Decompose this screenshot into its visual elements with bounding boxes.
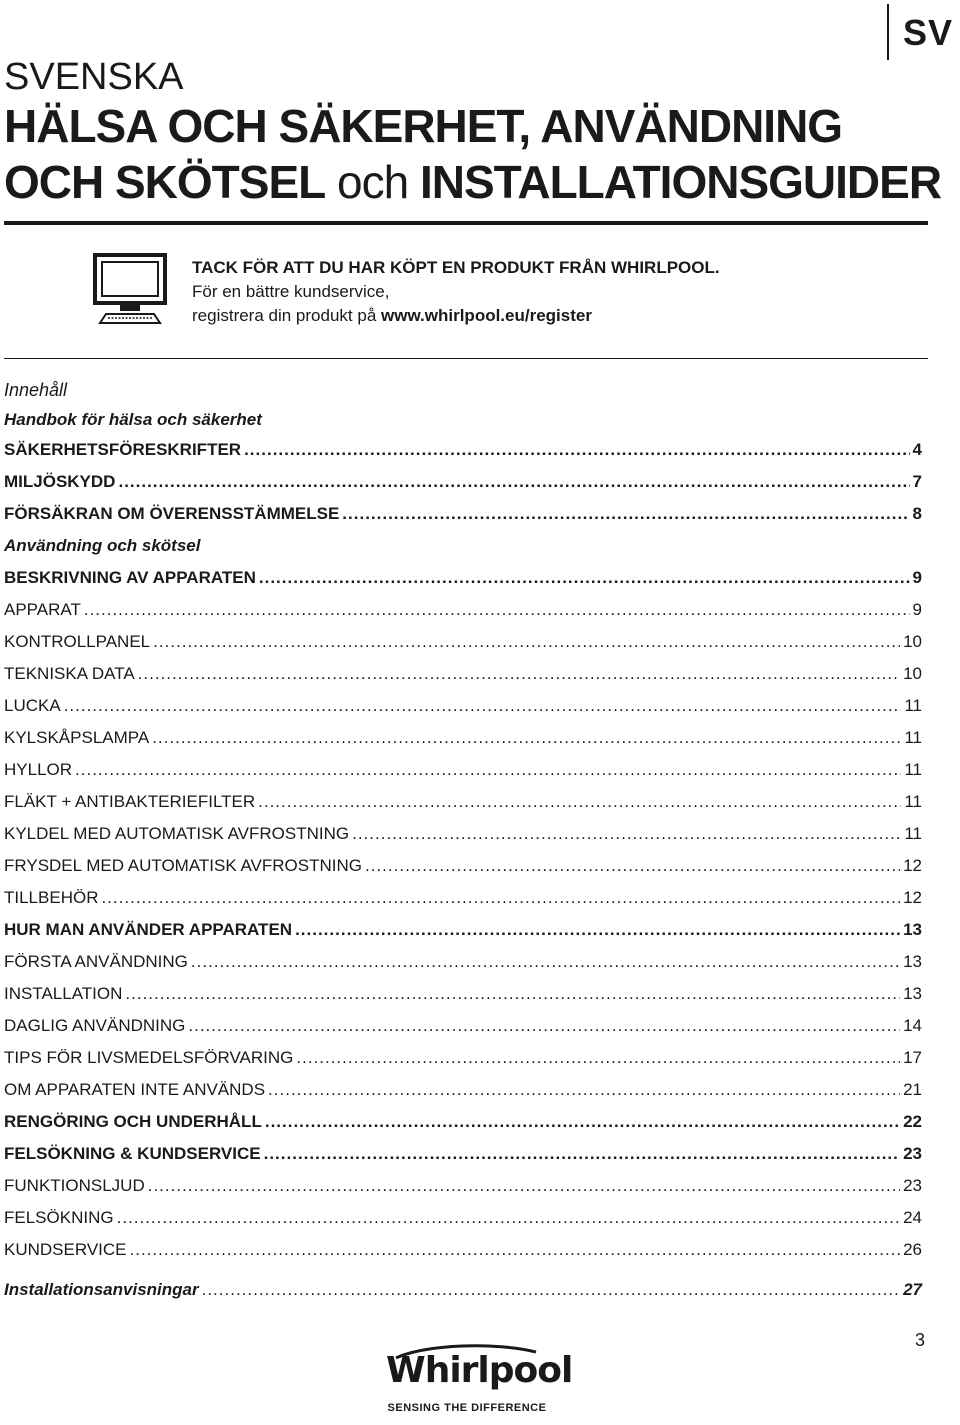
toc-label: Handbok för hälsa och säkerhet (4, 410, 262, 429)
toc-page-number: 10 (903, 664, 922, 683)
computer-icon (92, 252, 168, 326)
toc-label: KYLDEL MED AUTOMATISK AVFROSTNING (4, 824, 350, 843)
toc-page-number: 11 (904, 760, 922, 779)
toc-entry[interactable] (4, 1176, 922, 1204)
toc-dot-leader (258, 792, 901, 812)
toc-dot-leader (188, 1016, 900, 1036)
language-divider (887, 4, 889, 60)
toc-entry[interactable] (4, 920, 922, 948)
toc-label: FUNKTIONSLJUD (4, 1176, 145, 1195)
language-name: SVENSKA (4, 56, 184, 98)
toc-label: FRYSDEL MED AUTOMATISK AVFROSTNING (4, 856, 363, 875)
toc-dot-leader (130, 1240, 901, 1260)
toc-dot-leader (202, 1280, 900, 1300)
toc-dot-leader (268, 1080, 900, 1100)
toc-page-number: 13 (903, 984, 922, 1003)
toc-dot-leader (101, 888, 900, 908)
toc-label: KONTROLLPANEL (4, 632, 151, 651)
toc-entry[interactable] (4, 728, 922, 756)
toc-entry[interactable] (4, 664, 922, 692)
toc-label: LUCKA (4, 696, 61, 715)
toc-dot-leader (64, 696, 902, 716)
toc-page-number: 11 (904, 696, 922, 715)
contents-divider (4, 358, 928, 359)
title-line-2-part-3: INSTALLATIONSGUIDER (419, 156, 942, 208)
toc-dot-leader (244, 440, 909, 460)
toc-page-number: 12 (903, 856, 922, 875)
toc-label: APPARAT (4, 600, 81, 619)
toc-page-number: 27 (903, 1280, 922, 1299)
toc-page-number: 8 (912, 504, 922, 523)
toc-label: HUR MAN ANVÄNDER APPARATEN (4, 920, 293, 939)
toc-dot-leader (265, 1112, 900, 1132)
toc-entry[interactable] (4, 568, 922, 596)
page-title (4, 98, 944, 210)
toc-page-number: 21 (903, 1080, 922, 1099)
registration-message (192, 256, 720, 328)
toc-label: MILJÖSKYDD (4, 472, 116, 491)
toc-entry[interactable] (4, 1080, 922, 1108)
page-number: 3 (915, 1330, 926, 1350)
toc-dot-leader (75, 760, 901, 780)
toc-entry[interactable] (4, 472, 922, 500)
whirlpool-logo (386, 1342, 573, 1420)
toc-label: SÄKERHETSFÖRESKRIFTER (4, 440, 242, 459)
toc-label: Användning och skötsel (4, 536, 201, 555)
toc-page-number: 9 (912, 600, 922, 619)
toc-label: FÖRSTA ANVÄNDNING (4, 952, 188, 971)
toc-page-number: 23 (903, 1176, 922, 1195)
toc-entry[interactable] (4, 1208, 922, 1236)
toc-page-number: 13 (903, 952, 922, 971)
toc-dot-leader (118, 472, 909, 492)
thanks-line: TACK FÖR ATT DU HAR KÖPT EN PRODUKT FRÅN WHIRLPOOL. (192, 258, 720, 277)
toc-dot-leader (125, 984, 900, 1004)
toc-dot-leader (365, 856, 900, 876)
toc-entry[interactable] (4, 1240, 922, 1268)
toc-entry[interactable] (4, 504, 922, 532)
toc-entry[interactable] (4, 984, 922, 1012)
register-link[interactable]: www.whirlpool.eu/register (381, 306, 592, 325)
toc-page-number: 13 (903, 920, 922, 939)
toc-page-number: 26 (903, 1240, 922, 1259)
title-line-2-part-1: OCH SKÖTSEL (4, 156, 326, 208)
toc-entry[interactable] (4, 1112, 922, 1140)
toc-page-number: 22 (903, 1112, 922, 1131)
toc-page-number: 4 (912, 440, 922, 459)
toc-section-heading (4, 536, 922, 564)
toc-page-number: 11 (904, 728, 922, 747)
toc-entry[interactable] (4, 1048, 922, 1076)
service-line: För en bättre kundservice, (192, 282, 390, 301)
toc-entry[interactable] (4, 632, 922, 660)
toc-dot-leader (259, 568, 910, 588)
toc-entry[interactable] (4, 888, 922, 916)
toc-label: TIPS FÖR LIVSMEDELSFÖRVARING (4, 1048, 294, 1067)
toc-entry[interactable] (4, 792, 922, 820)
toc-label: TEKNISKA DATA (4, 664, 135, 683)
register-prefix: registrera din produkt på (192, 306, 381, 325)
toc-label: TILLBEHÖR (4, 888, 99, 907)
contents-heading: Innehåll (4, 380, 68, 400)
toc-label: Installationsanvisningar (4, 1280, 199, 1299)
toc-page-number: 24 (903, 1208, 922, 1227)
toc-dot-leader (296, 1048, 900, 1068)
toc-section-heading (4, 410, 922, 438)
title-line-1: HÄLSA OCH SÄKERHET, ANVÄNDNING (4, 100, 843, 152)
toc-label: BESKRIVNING AV APPARATEN (4, 568, 256, 587)
toc-label: FLÄKT + ANTIBAKTERIEFILTER (4, 792, 256, 811)
toc-label: KYLSKÅPSLAMPA (4, 728, 150, 747)
toc-dot-leader (264, 1144, 900, 1164)
toc-label: FELSÖKNING (4, 1208, 114, 1227)
toc-entry[interactable] (4, 824, 922, 852)
toc-label: RENGÖRING OCH UNDERHÅLL (4, 1112, 262, 1131)
header-divider (4, 221, 928, 225)
toc-label: INSTALLATION (4, 984, 123, 1003)
toc-dot-leader (148, 1176, 900, 1196)
toc-entry[interactable] (4, 760, 922, 788)
language-code: SV (903, 12, 954, 53)
toc-dot-leader (84, 600, 910, 620)
toc-label: KUNDSERVICE (4, 1240, 127, 1259)
toc-label: FELSÖKNING & KUNDSERVICE (4, 1144, 261, 1163)
toc-page-number: 17 (903, 1048, 922, 1067)
toc-page-number: 9 (912, 568, 922, 587)
toc-page-number: 11 (904, 792, 922, 811)
toc-page-number: 10 (903, 632, 922, 651)
toc-entry[interactable] (4, 600, 922, 628)
toc-dot-leader (153, 632, 900, 652)
toc-dot-leader (191, 952, 900, 972)
toc-dot-leader (352, 824, 901, 844)
toc-label: HYLLOR (4, 760, 73, 779)
toc-page-number: 12 (903, 888, 922, 907)
toc-entry[interactable] (4, 1144, 922, 1172)
toc-entry[interactable] (4, 1016, 922, 1044)
toc-page-number: 23 (903, 1144, 922, 1163)
toc-entry[interactable] (4, 696, 922, 724)
toc-label: DAGLIG ANVÄNDNING (4, 1016, 186, 1035)
toc-dot-leader (138, 664, 900, 684)
toc-page-number: 11 (904, 824, 922, 843)
register-line (192, 304, 720, 328)
title-line-2 (4, 154, 944, 210)
brand-tagline: SENSING THE DIFFERENCE (387, 1402, 547, 1414)
toc-dot-leader (117, 1208, 900, 1228)
toc-entry[interactable] (4, 952, 922, 980)
title-line-2-part-2: och (325, 156, 420, 208)
toc-page-number: 7 (912, 472, 922, 491)
toc-entry[interactable] (4, 856, 922, 884)
toc-dot-leader (342, 504, 909, 524)
toc-entry[interactable] (4, 440, 922, 468)
toc-dot-leader (295, 920, 900, 940)
toc-dot-leader (152, 728, 901, 748)
toc-label: FÖRSÄKRAN OM ÖVERENSSTÄMMELSE (4, 504, 340, 523)
brand-name: Whirlpool (386, 1350, 573, 1391)
toc-entry[interactable] (4, 1280, 922, 1308)
toc-page-number: 14 (903, 1016, 922, 1035)
toc-label: OM APPARATEN INTE ANVÄNDS (4, 1080, 266, 1099)
